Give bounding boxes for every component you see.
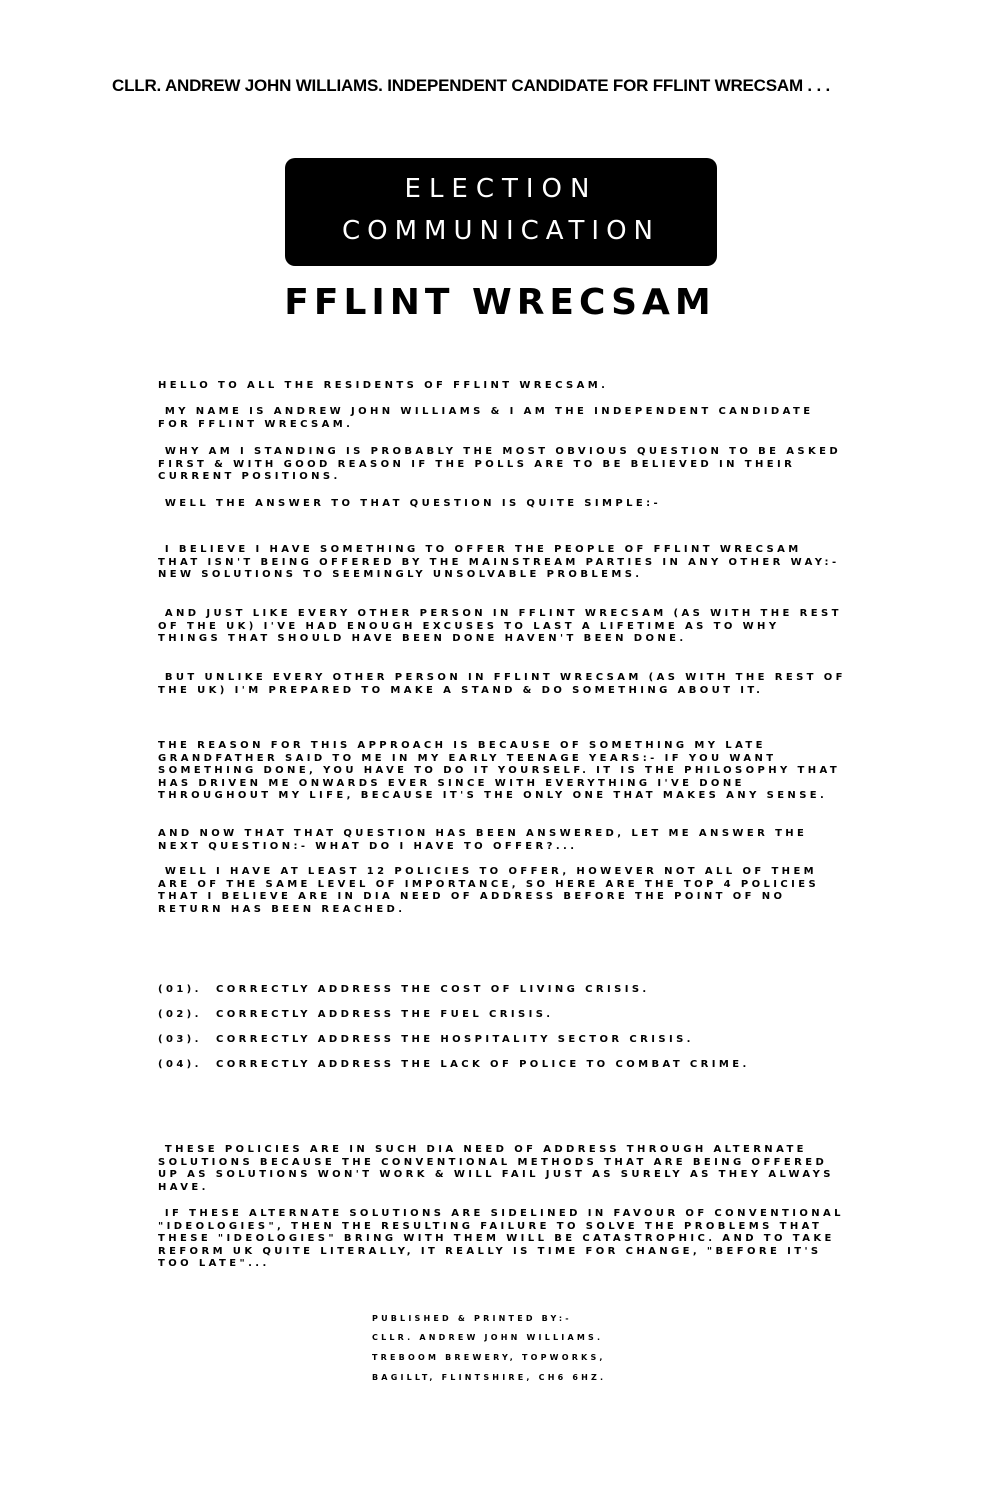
policy-number: (04). — [158, 1059, 202, 1070]
policy-item — [158, 1059, 858, 1070]
paragraph-offer: I BELIEVE I HAVE SOMETHING TO OFFER THE PEOPLE OF FFLINT WRECSAM THAT ISN'T BEING OFFERED BY THE MAINSTREAM PARTIES IN ANY OTHER WAY:- NEW SOLUTIONS TO SEEMINGLY UNSOLVABLE PROBLEMS. — [158, 544, 840, 580]
paragraph-make-a-stand: BUT UNLIKE EVERY OTHER PERSON IN FFLINT WRECSAM (AS WITH THE REST OF THE UK) I'M PREPARED TO MAKE A STAND & DO SOMETHING ABOUT IT. — [158, 672, 846, 696]
paragraph-next-question: AND NOW THAT THAT QUESTION HAS BEEN ANSWERED, LET ME ANSWER THE NEXT QUESTION:- WHAT DO I HAVE TO OFFER?... — [158, 828, 808, 852]
policy-item — [158, 984, 858, 995]
imprint-line: TREBOOM BREWERY, TOPWORKS, — [372, 1353, 606, 1362]
policy-item — [158, 1009, 858, 1020]
paragraph-greeting: HELLO TO ALL THE RESIDENTS OF FFLINT WRECSAM. — [158, 380, 609, 391]
paragraph-grandfather: THE REASON FOR THIS APPROACH IS BECAUSE OF SOMETHING MY LATE GRANDFATHER SAID TO ME IN MY EARLY TEENAGE YEARS:- IF YOU WANT SOMETHING DONE, YOU HAVE TO DO IT YOURSELF. IT IS THE PHILOSOPHY THAT HAS DRIVEN ME ONWARDS EVER SINCE WITH EVERYTHING I'VE DONE THROUGHOUT MY LIFE, BECAUSE IT'S THE ONLY ONE THAT MAKES ANY SENSE. — [158, 740, 841, 801]
policy-number: (02). — [158, 1009, 202, 1020]
election-communication-banner — [285, 158, 717, 266]
paragraph-excuses: AND JUST LIKE EVERY OTHER PERSON IN FFLINT WRECSAM (AS WITH THE REST OF THE UK) I'VE HAD ENOUGH EXCUSES TO LAST A LIFETIME AS TO WHY THINGS THAT SHOULD HAVE BEEN DONE HAVEN'T BEEN DONE. — [158, 608, 842, 644]
imprint-line: BAGILLT, FLINTSHIRE, CH6 6HZ. — [372, 1373, 607, 1382]
page-title: FFLINT WRECSAM — [284, 282, 716, 323]
imprint-line: CLLR. ANDREW JOHN WILLIAMS. — [372, 1333, 604, 1342]
paragraph-answer-intro: WELL THE ANSWER TO THAT QUESTION IS QUITE SIMPLE:- — [158, 498, 662, 509]
policy-text: CORRECTLY ADDRESS THE COST OF LIVING CRISIS. — [216, 984, 650, 995]
policy-text: CORRECTLY ADDRESS THE HOSPITALITY SECTOR CRISIS. — [216, 1034, 694, 1045]
paragraph-why-standing: WHY AM I STANDING IS PROBABLY THE MOST OBVIOUS QUESTION TO BE ASKED FIRST & WITH GOOD REASON IF THE POLLS ARE TO BE BELIEVED IN THEIR CURRENT POSITIONS. — [158, 446, 842, 482]
imprint-line: PUBLISHED & PRINTED BY:- — [372, 1314, 572, 1323]
policy-number: (03). — [158, 1034, 202, 1045]
banner-line-1: ELECTION — [404, 174, 598, 204]
paragraph-introduction: MY NAME IS ANDREW JOHN WILLIAMS & I AM THE INDEPENDENT CANDIDATE FOR FFLINT WRECSAM. — [158, 406, 814, 430]
header-line: CLLR. ANDREW JOHN WILLIAMS. INDEPENDENT CANDIDATE FOR FFLINT WRECSAM . . . — [112, 76, 831, 95]
paragraph-alternate-solutions: THESE POLICIES ARE IN SUCH DIA NEED OF ADDRESS THROUGH ALTERNATE SOLUTIONS BECAUSE THE CONVENTIONAL METHODS THAT ARE BEING OFFERED UP AS SOLUTIONS WON'T WORK & WILL FAIL JUST AS SURELY AS THEY ALWAYS HAVE. — [158, 1144, 834, 1193]
paragraph-policies-intro: WELL I HAVE AT LEAST 12 POLICIES TO OFFER, HOWEVER NOT ALL OF THEM ARE OF THE SAME LEVEL OF IMPORTANCE, SO HERE ARE THE TOP 4 POLICIES THAT I BELIEVE ARE IN DIA NEED OF ADDRESS BEFORE THE POINT OF NO RETURN HAS BEEN REACHED. — [158, 866, 820, 915]
policy-number: (01). — [158, 984, 202, 995]
policy-text: CORRECTLY ADDRESS THE FUEL CRISIS. — [216, 1009, 554, 1020]
paragraph-time-for-change: IF THESE ALTERNATE SOLUTIONS ARE SIDELINED IN FAVOUR OF CONVENTIONAL "IDEOLOGIES", THEN THE RESULTING FAILURE TO SOLVE THE PROBLEMS THAT THESE "IDEOLOGIES" BRING WITH THEM WILL BE CATASTROPHIC. AND TO TAKE REFORM UK QUITE LITERALLY, IT REALLY IS TIME FOR CHANGE, "BEFORE IT'S TOO LATE"... — [158, 1208, 844, 1269]
policy-item — [158, 1034, 858, 1045]
policy-text: CORRECTLY ADDRESS THE LACK OF POLICE TO COMBAT CRIME. — [216, 1059, 750, 1070]
banner-line-2: COMMUNICATION — [341, 216, 661, 246]
